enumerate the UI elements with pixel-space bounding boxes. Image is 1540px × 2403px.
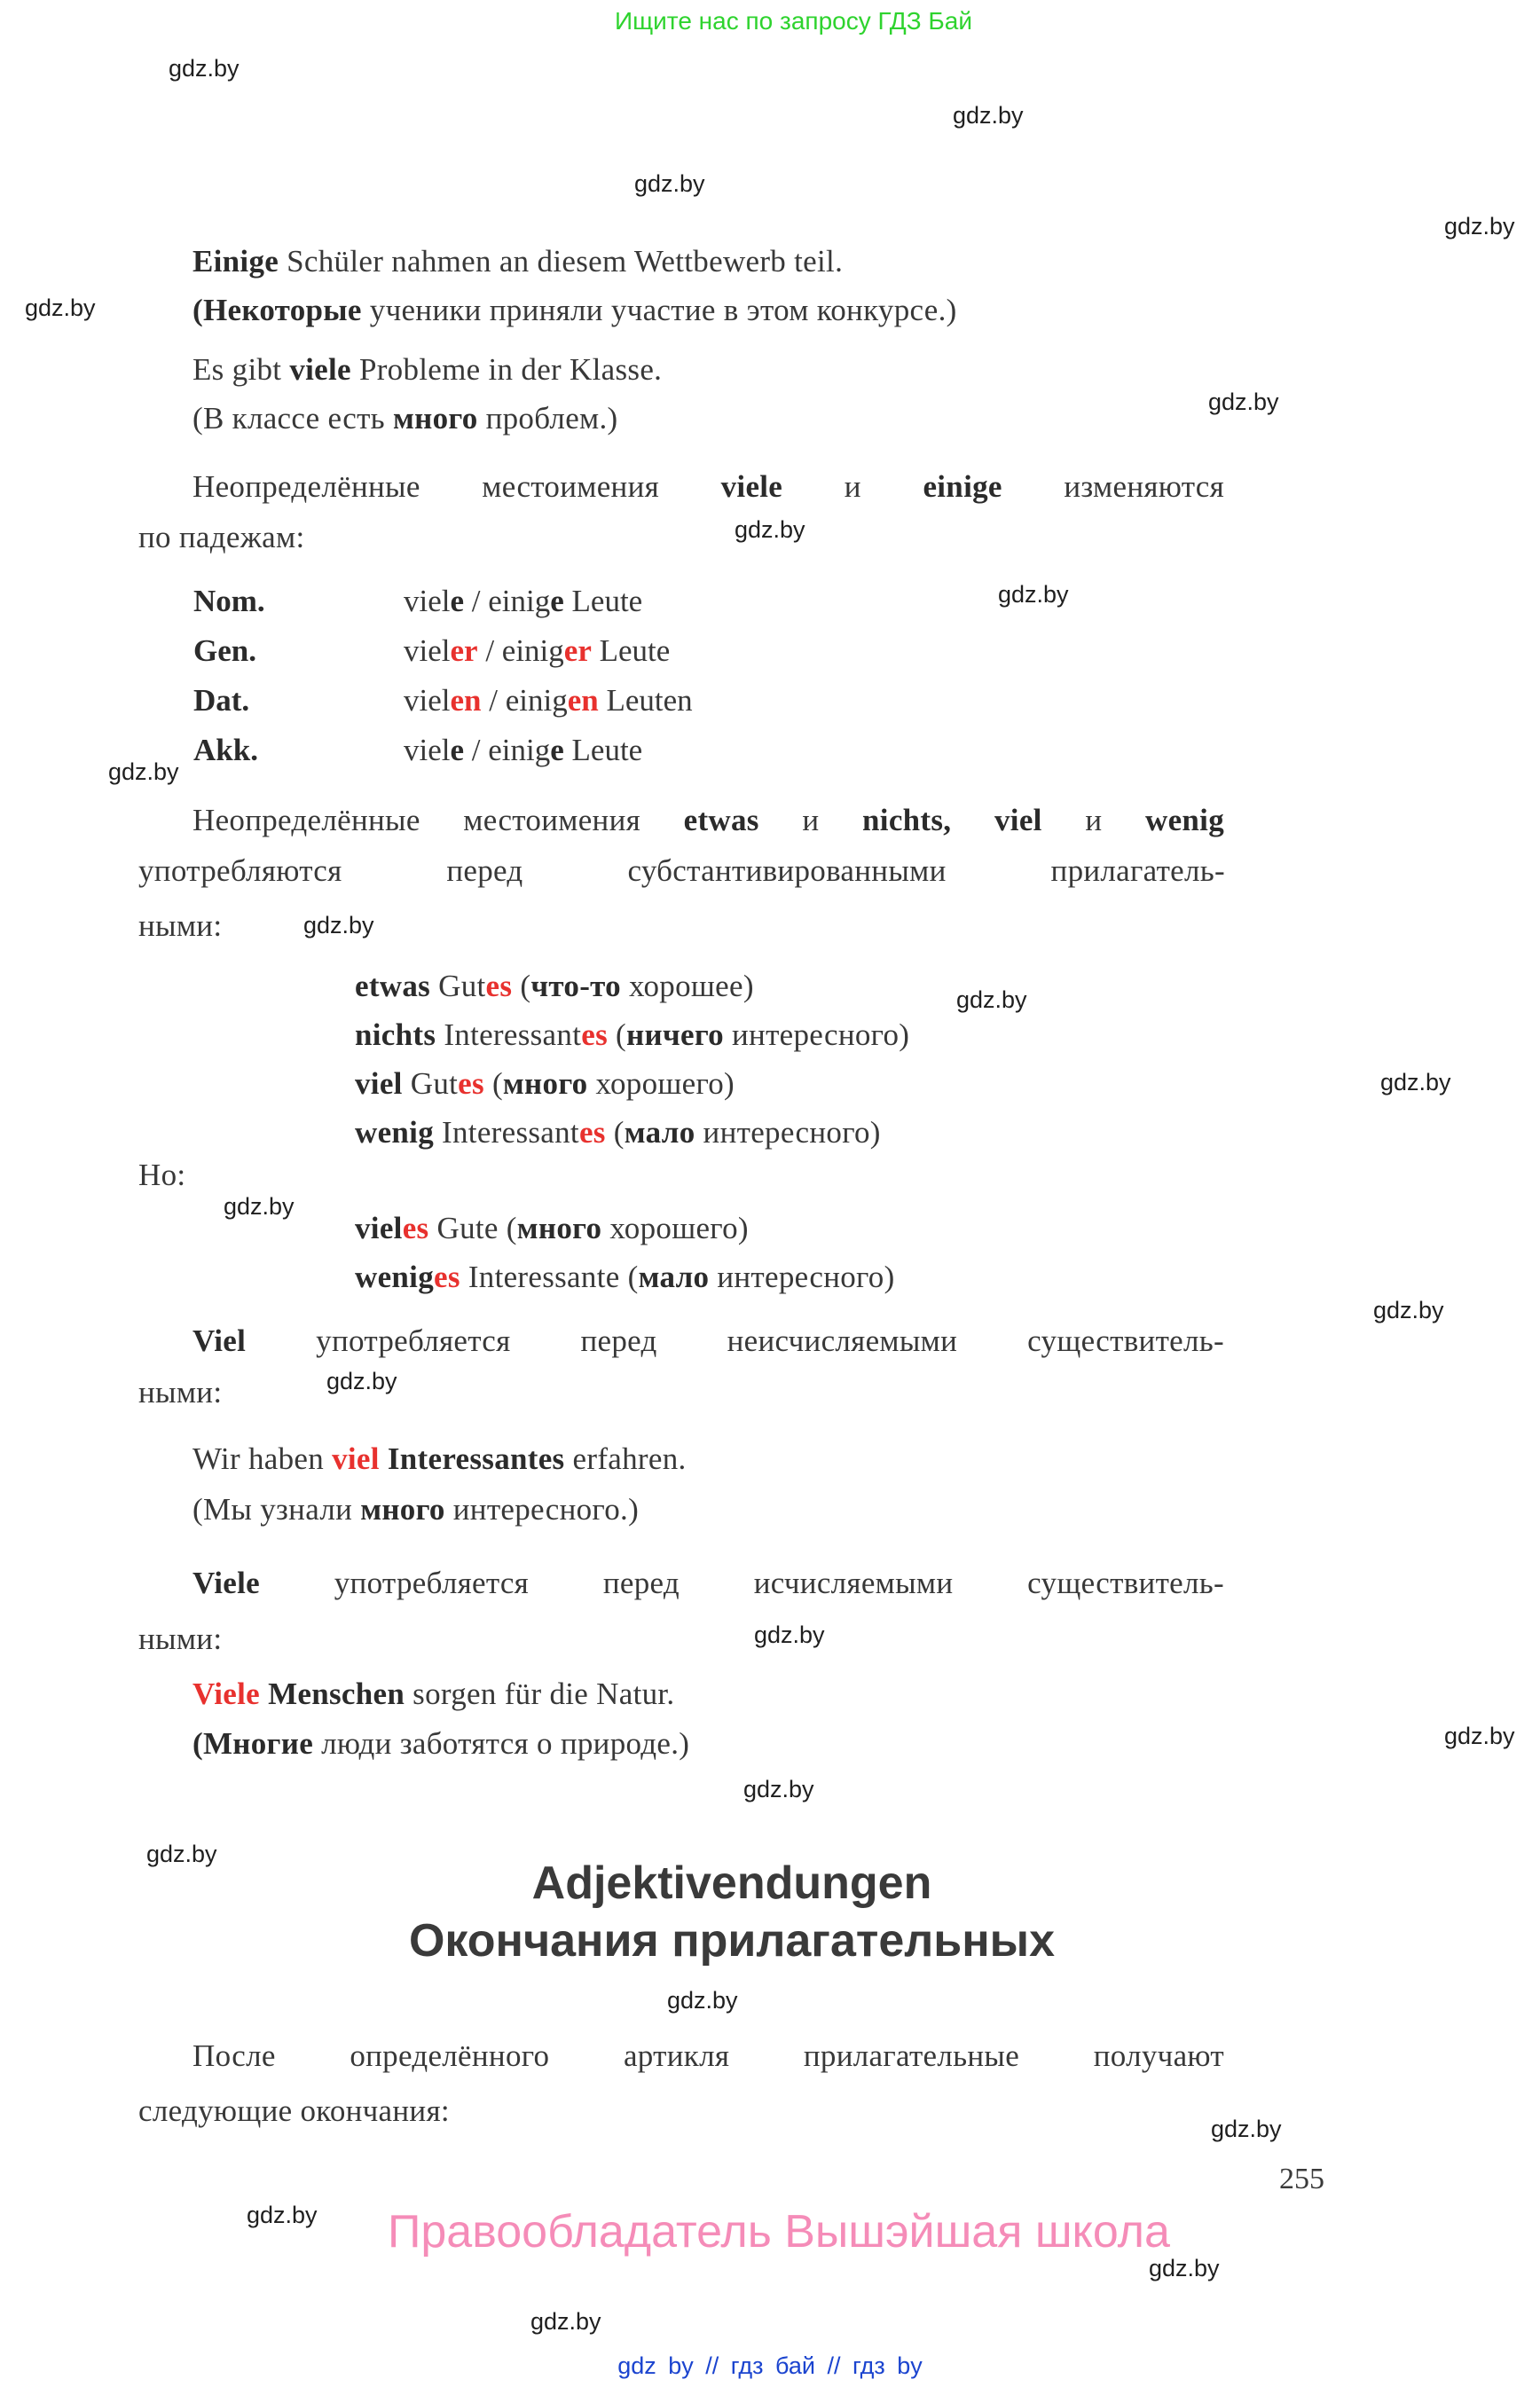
ending-nom-2: e <box>550 584 564 618</box>
example-ru-einige: (Некоторые ученики приняли участие в этом конкурсе.) <box>192 293 957 327</box>
declension-row-gen: Gen. vieler / einiger Leute <box>193 632 670 671</box>
example-de-viele: Es gibt viele Probleme in der Klasse. <box>192 352 663 387</box>
watermark-gdz: gdz.by <box>146 1841 217 1867</box>
declension-row-akk: Akk. viele / einige Leute <box>193 731 642 770</box>
watermark-gdz: gdz.by <box>326 1368 397 1394</box>
note-final-line-1: После определённого артикля прилагательные получают <box>192 2038 1224 2073</box>
example-wenig-interessantes: wenig Interessantes (мало интересного) <box>355 1115 881 1150</box>
example-ru-viele: (В классе есть много проблем.) <box>192 401 618 436</box>
note-etwas-line-1: Неопределённые местоимения etwas и nichts, viel и wenig <box>192 803 1224 837</box>
note-viel-line-2: ными: <box>138 1375 223 1410</box>
ending-dat-1: en <box>450 683 482 718</box>
example-ru-wir-haben: (Мы узнали много интересного.) <box>192 1492 640 1527</box>
note-final-line-2: следующие окончания: <box>138 2093 450 2128</box>
note-etwas-line-3: ными: <box>138 908 223 943</box>
example-vieles-gute: vieles Gute (много хорошего) <box>355 1211 749 1245</box>
ending-es: es <box>581 1017 608 1052</box>
watermark-gdz: gdz.by <box>169 55 240 82</box>
ending-gen-2: er <box>563 633 592 668</box>
note-viele-line-1: Viele употребляется перед исчисляемыми существитель- <box>192 1566 1224 1600</box>
section-heading-ru: Окончания прилагательных <box>408 1915 1056 1967</box>
emphasis-viel-red: viel <box>332 1441 380 1476</box>
case-label-akk: Akk. <box>193 733 258 767</box>
watermark-gdz: gdz.by <box>25 294 96 321</box>
ending-akk-1: e <box>450 733 465 767</box>
watermark-gdz: gdz.by <box>998 581 1069 608</box>
note-cases-line-1: Неопределённые местоимения viele и einige изменяются <box>192 469 1224 504</box>
example-weniges-interessante: weniges Interessante (мало интересного) <box>355 1260 895 1294</box>
copyright-line: Правообладатель Вышэйшая школа <box>388 2206 1170 2258</box>
ending-nom-1: e <box>450 584 465 618</box>
watermark-gdz: gdz.by <box>108 758 179 785</box>
watermark-gdz: gdz.by <box>953 102 1024 129</box>
watermark-gdz: gdz.by <box>224 1193 295 1220</box>
watermark-gdz: gdz.by <box>956 986 1027 1013</box>
case-label-dat: Dat. <box>193 683 250 718</box>
watermark-gdz: gdz.by <box>1380 1069 1451 1095</box>
ending-es: es <box>458 1066 484 1101</box>
note-etwas-line-2: употребляются перед субстантивированными прилагатель- <box>138 853 1225 888</box>
note-viel-line-1: Viel употребляется перед неисчисляемыми существитель- <box>192 1323 1224 1358</box>
emphasis-mnogo: много <box>392 401 478 436</box>
watermark-gdz: gdz.by <box>1373 1297 1444 1323</box>
ending-dat-2: en <box>567 683 599 718</box>
case-label-nom: Nom. <box>193 584 265 618</box>
example-etwas-gutes: etwas Gutes (что-то хорошее) <box>355 969 754 1003</box>
example-viel-gutes: viel Gutes (много хорошего) <box>355 1066 735 1101</box>
emphasis-nekotorye: (Некоторые <box>192 293 362 327</box>
watermark-gdz: gdz.by <box>667 1987 738 2014</box>
section-heading-de: Adjektivendungen <box>531 1857 932 1909</box>
example-de-viele-menschen: Viele Menschen sorgen für die Natur. <box>192 1677 675 1711</box>
example-ru-viele-menschen: (Многие люди заботятся о природе.) <box>192 1726 690 1761</box>
example-nichts-interessantes: nichts Interessantes (ничего интересного) <box>355 1017 910 1052</box>
ending-gen-1: er <box>450 633 478 668</box>
emphasis-einige: Einige <box>192 244 279 279</box>
ending-akk-2: e <box>550 733 564 767</box>
watermark-gdz: gdz.by <box>634 170 705 197</box>
emphasis-viele-red: Viele <box>192 1677 260 1711</box>
watermark-gdz: gdz.by <box>303 912 374 938</box>
watermark-gdz: gdz.by <box>1211 2116 1282 2142</box>
watermark-gdz: gdz.by <box>530 2308 601 2335</box>
ending-es: es <box>578 1115 606 1150</box>
ending-es: es <box>402 1211 429 1245</box>
ending-es: es <box>485 969 513 1003</box>
page-number: 255 <box>1279 2163 1324 2195</box>
promo-banner: Ищите нас по запросу ГДЗ Бай <box>615 7 973 35</box>
watermark-gdz: gdz.by <box>1444 213 1515 240</box>
example-de-einige: Einige Schüler nahmen an diesem Wettbewerb teil. <box>192 244 844 279</box>
watermark-gdz: gdz.by <box>735 516 805 543</box>
watermark-gdz: gdz.by <box>247 2202 318 2228</box>
declension-row-dat: Dat. vielen / einigen Leuten <box>193 681 693 720</box>
label-but: Но: <box>138 1158 186 1192</box>
watermark-gdz: gdz.by <box>1208 389 1279 415</box>
declension-row-nom: Nom. viele / einige Leute <box>193 582 642 621</box>
footer-links: gdz by // гдз бай // гдз by <box>617 2352 923 2379</box>
example-de-wir-haben: Wir haben viel Interessantes erfahren. <box>192 1441 687 1476</box>
ending-es: es <box>434 1260 460 1294</box>
watermark-gdz: gdz.by <box>1444 1723 1515 1749</box>
watermark-gdz: gdz.by <box>1149 2255 1220 2281</box>
watermark-gdz: gdz.by <box>743 1776 814 1802</box>
watermark-gdz: gdz.by <box>754 1622 825 1648</box>
case-label-gen: Gen. <box>193 633 256 668</box>
emphasis-viele: viele <box>289 352 351 387</box>
note-cases-line-2: по падежам: <box>138 520 305 554</box>
note-viele-line-2: ными: <box>138 1622 223 1656</box>
